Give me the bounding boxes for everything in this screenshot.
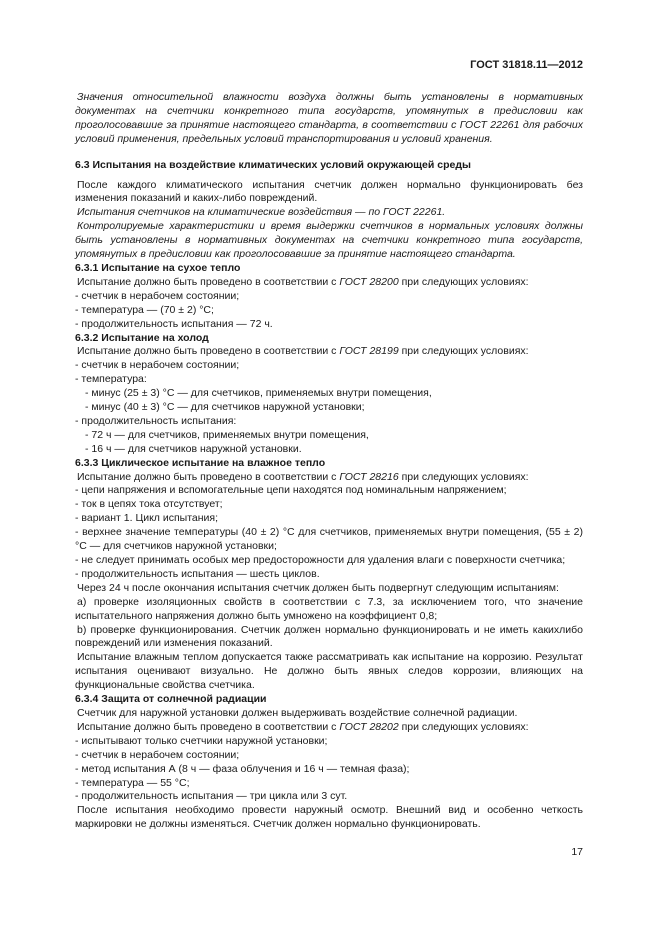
section-6-3-3-paragraph-2: Испытание влажным теплом допускается также рассматривать как испытание на коррозию. Результат испытания оценивают визуально. Не должно быть явных следов коррозии, влияющих на функциональные свойства счетчика. [75,651,583,692]
section-6-3-3-intro: Испытание должно быть проведено в соответствии с ГОСТ 28216 при следующих условиях: [77,470,529,483]
list-item: - продолжительность испытания — три цикла или 3 сут. [75,790,348,803]
section-6-3-4-heading: 6.3.4 Защита от солнечной радиации [75,693,267,706]
document-header: ГОСТ 31818.11—2012 [470,59,583,71]
list-item: - верхнее значение температуры (40 ± 2) °С для счетчиков, применяемых внутри помещения, (55 ± 2) °С — для счетчиков наружной установки; [75,526,583,553]
section-6-3-4-paragraph-2: После испытания необходимо провести наружный осмотр. Внешний вид и особенно четкость маркировки не должны изменяться. Счетчик должен нормально функционировать. [75,804,583,831]
list-item: - испытывают только счетчики наружной установки; [75,734,328,747]
section-6-3-3-item-a: а) проверке изоляционных свойств в соответствии с 7.3, за исключением того, что значение испытательного напряжения должно быть умножено на коэффициент 0,8; [75,595,583,622]
section-6-3-3-heading: 6.3.3 Циклическое испытание на влажное тепло [75,456,326,469]
section-6-3-4-intro: Испытание должно быть проведено в соответствии с ГОСТ 28202 при следующих условиях: [77,720,529,733]
list-item: - счетчик в нерабочем состоянии; [75,359,240,372]
list-subitem: - 72 ч — для счетчиков, применяемых внутри помещения, [85,428,369,441]
section-6-3-1-heading: 6.3.1 Испытание на сухое тепло [75,261,241,274]
list-item: - не следует принимать особых мер предосторожности для удаления влаги с поверхности счетчика; [75,554,566,566]
list-item: - вариант 1. Цикл испытания; [75,512,218,525]
list-item: - температура — (70 ± 2) °С; [75,303,214,316]
section-6-3-3-paragraph-1: Через 24 ч после окончания испытания счетчик должен быть подвергнут следующим испытаниям: [77,581,559,594]
section-6-3-paragraph-1: После каждого климатического испытания счетчик должен нормально функционировать без изменения показаний и каких-либо повреждений. [75,178,583,205]
list-item: - счетчик в нерабочем состоянии; [75,289,240,302]
list-item: - цепи напряжения и вспомогательные цепи находятся под номинальным напряжением; [75,484,507,497]
section-6-3-2-heading: 6.3.2 Испытание на холод [75,331,209,344]
gost-reference: ГОСТ 28200 [339,275,399,288]
gost-reference: ГОСТ 28202 [339,720,399,733]
gost-reference: ГОСТ 28216 [339,470,399,483]
list-item: - продолжительность испытания — 72 ч. [75,317,273,330]
section-6-3-1-intro: Испытание должно быть проведено в соответствии с ГОСТ 28200 при следующих условиях: [77,275,529,288]
list-item: - ток в цепях тока отсутствует; [75,498,223,511]
list-item: - температура: [75,373,147,386]
list-item: - метод испытания А (8 ч — фаза облучения и 16 ч — темная фаза); [75,762,410,775]
list-item: - продолжительность испытания: [75,414,237,427]
list-item: - продолжительность испытания — шесть циклов. [75,567,320,580]
section-6-3-paragraph-2: Испытания счетчиков на климатические воздействия — по ГОСТ 22261. [77,206,446,219]
list-item: - счетчик в нерабочем состоянии; [75,748,240,761]
section-6-3-heading: 6.3 Испытания на воздействие климатических условий окружающей среды [75,158,471,171]
section-6-3-paragraph-3: Контролируемые характеристики и время выдержки счетчиков в нормальных условиях должны быть установлены в нормативных документах на счетчики конкретного типа государств, упомянутых в предисловии как проголосовавшие за принятие настоящего стандарта. [75,220,583,261]
section-6-3-3-item-b: b) проверке функционирования. Счетчик должен нормально функционировать и не иметь какихлибо повреждений или изменения показаний. [75,623,583,650]
list-subitem: - минус (25 ± 3) °С — для счетчиков, применяемых внутри помещения, [85,387,432,400]
list-subitem: - минус (40 ± 3) °С — для счетчиков наружной установки; [85,401,365,414]
list-item: - температура — 55 °С; [75,776,190,789]
section-6-3-4-paragraph-1: Счетчик для наружной установки должен выдерживать воздействие солнечной радиации. [77,706,518,719]
gost-reference: ГОСТ 28199 [339,345,399,358]
list-subitem: - 16 ч — для счетчиков наружной установки. [85,442,302,455]
page-number: 17 [571,846,583,858]
section-6-3-2-intro: Испытание должно быть проведено в соответствии с ГОСТ 28199 при следующих условиях: [77,345,529,358]
intro-paragraph: Значения относительной влажности воздуха должны быть установлены в нормативных документах на счетчики конкретного типа государств, упомянутых в предисловии как проголосовавшие за принятие настоящего стандарта, в соответствии с ГОСТ 22261 для рабочих условий применения, предельных условий транспортирования и условий хранения. [75,91,583,145]
